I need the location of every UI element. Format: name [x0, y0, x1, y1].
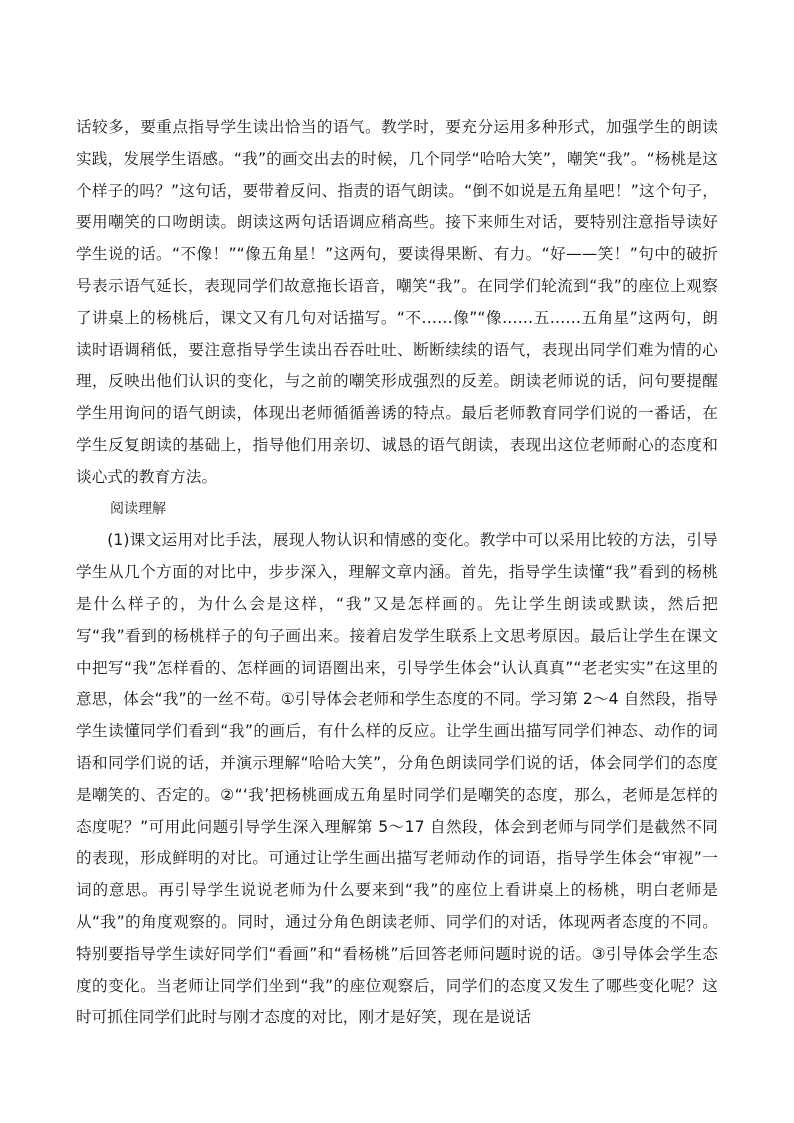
section-heading-reading-comprehension: 阅读理解: [110, 500, 166, 517]
paragraph-comprehension-item-1: (1)课文运用对比手法，展现人物认识和情感的变化。教学中可以采用比较的方法，引导学生从几个方面的对比中，步步深入，理解文章内涵。首先，指导学生读懂“我”看到的杨桃是什么样子的，为什么会是这样，“我”又是怎样画的。先让学生朗读或默读，然后把写“我”看到的杨桃样子的句子画出来。接着启发学生联系上文思考原因。最后让学生在课文中把写“我”怎样看的、怎样画的词语圈出来，引导学生体会“认认真真”“老老实实”在这里的意思，体会“我”的一丝不苟。①引导体会老师和学生态度的不同。学习第 2～4 自然段，指导学生读懂同学们看到“我”的画后，有什么样的反应。让学生画出描写同学们神态、动作的词语和同学们说的话，并演示理解“哈哈大笑”，分角色朗读同学们说的话，体会同学们的态度是嘲笑的、否定的。②“‘我’把杨桃画成五角星时同学们是嘲笑的态度，那么，老师是怎样的态度呢？”可用此问题引导学生深入理解第 5～17 自然段，体会到老师与同学们是截然不同的表现，形成鲜明的对比。可通过让学生画出描写老师动作的词语，指导学生体会“审视”一词的意思。再引导学生说说老师为什么要来到“我”的座位上看讲桌上的杨桃，明白老师是从“我”的角度观察的。同时，通过分角色朗读老师、同学们的对话，体现两者态度的不同。特别要指导学生读好同学们“看画”和“看杨桃”后回答老师问题时说的话。③引导体会学生态度的变化。当老师让同学们坐到“我”的座位观察后，同学们的态度又发生了哪些变化呢？这时可抓住同学们此时与刚才态度的对比，刚才是好笑，现在是说话: [76, 531, 718, 1027]
paragraph-reading-guidance: 话较多，要重点指导学生读出恰当的语气。教学时，要充分运用多种形式，加强学生的朗读实践，发展学生语感。“我”的画交出去的时候，几个同学“哈哈大笑”，嘲笑“我”。“杨桃是这个样子的吗？”这句话，要带着反问、指责的语气朗读。“倒不如说是五角星吧！”这个句子，要用嘲笑的口吻朗读。朗读这两句话语调应稍高些。接下来师生对话，要特别注意指导读好学生说的话。“不像！”“像五角星！”这两句，要读得果断、有力。“好——笑！”句中的破折号表示语气延长，表现同学们故意拖长语音，嘲笑“我”。在同学们轮流到“我”的座位上观察了讲桌上的杨桃后，课文又有几句对话描写。“不……像”“像……五……五角星”这两句，朗读时语调稍低，要注意指导学生读出吞吞吐吐、断断续续的语气，表现出同学们难为情的心理，反映出他们认识的变化，与之前的嘲笑形成强烈的反差。朗读老师说的话，问句要提醒学生用询问的语气朗读，体现出老师循循善诱的特点。最后老师教育同学们说的一番话，在学生反复朗读的基础上，指导他们用亲切、诚恳的语气朗读，表现出这位老师耐心的态度和谈心式的教育方法。: [76, 118, 718, 486]
document-page: [76, 112, 718, 1034]
